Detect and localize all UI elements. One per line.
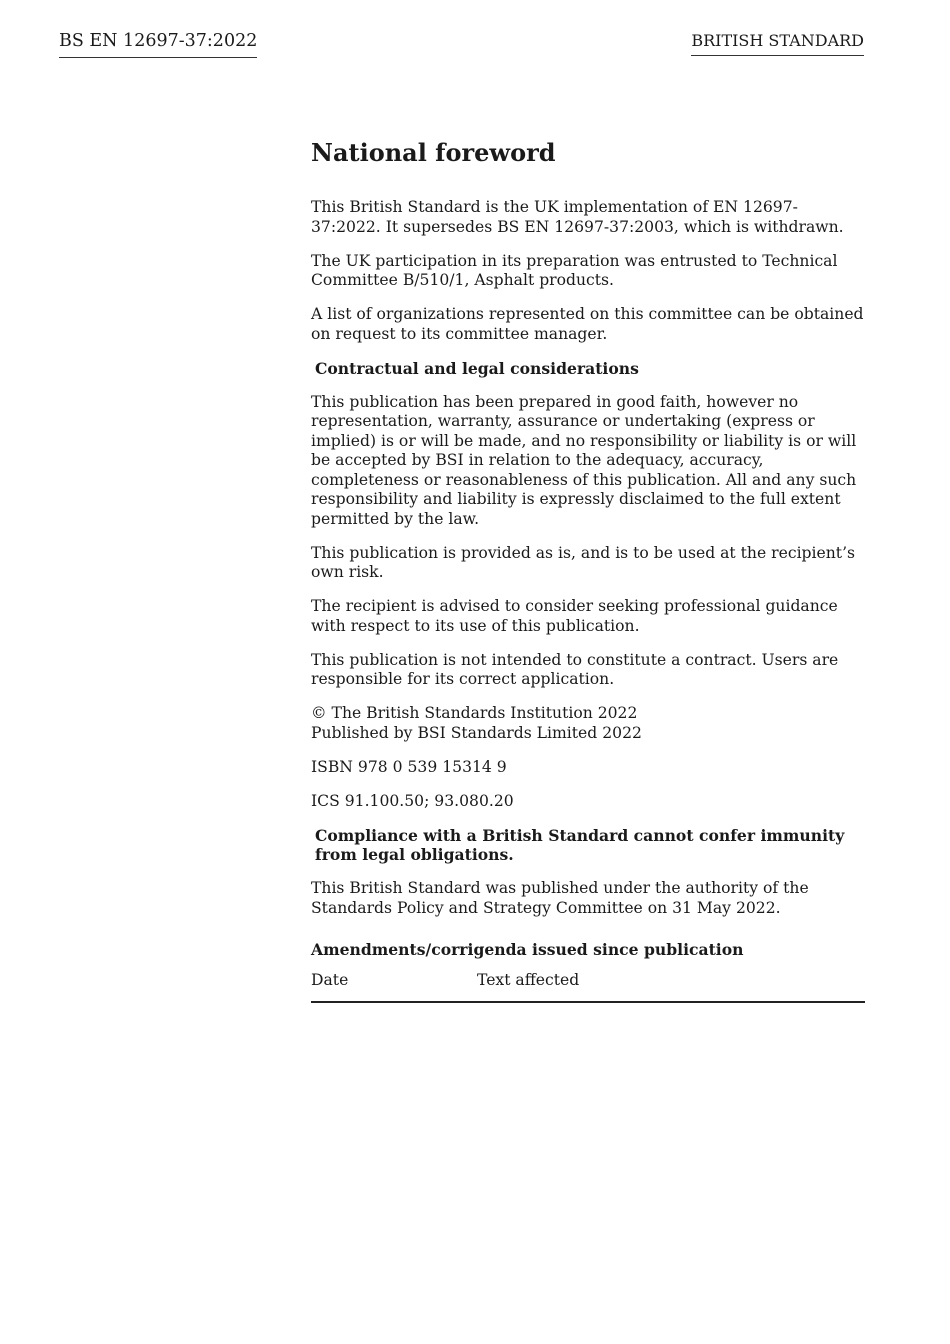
contractual-paragraph-2: This publication is provided as is, and is to be used at the recipient’s own risk.	[311, 543, 856, 581]
amendments-table-header	[311, 971, 865, 1004]
compliance-statement: Compliance with a British Standard cannot confer immunity from legal obligations.	[315, 825, 845, 864]
foreword-body	[311, 138, 865, 1003]
header-document-id: BS EN 12697-37:2022	[59, 31, 257, 58]
contractual-paragraph-3: The recipient is advised to consider seeking professional guidance with respect to its use of this publication.	[311, 597, 838, 635]
intro-paragraph-1: This British Standard is the UK implementation of EN 12697-37:2022. It supersedes BS EN 12697-37:2003, which is withdrawn.	[311, 198, 844, 236]
contractual-paragraph-1: This publication has been prepared in good faith, however no representation, warranty, assurance or undertaking (express or implied) is or will be made, and no responsibility or liability is or will be accepted by BSI in relation to the adequacy, accuracy, completeness or reasonableness of this publication. All and any such responsibility and liability is expressly disclaimed to the full extent permitted by the law.	[311, 392, 857, 528]
intro-paragraph-2: The UK participation in its preparation was entrusted to Technical Committee B/510/1, Asphalt products.	[311, 251, 838, 289]
amendments-title: Amendments/corrigenda issued since publication	[311, 940, 744, 959]
isbn: ISBN 978 0 539 15314 9	[311, 757, 507, 776]
contractual-paragraph-4: This publication is not intended to constitute a contract. Users are responsible for its correct application.	[311, 650, 839, 688]
authority-statement: This British Standard was published under the authority of the Standards Policy and Strategy Committee on 31 May 2022.	[311, 879, 809, 917]
intro-paragraph-3: A list of organizations represented on this committee can be obtained on request to its committee manager.	[311, 305, 864, 343]
amendments-col-date: Date	[311, 970, 349, 989]
page-title: National foreword	[311, 138, 556, 167]
copyright-block	[311, 704, 865, 743]
ics-codes: ICS 91.100.50; 93.080.20	[311, 791, 514, 810]
header-publisher: BRITISH STANDARD	[691, 31, 864, 56]
amendments-col-text: Text affected	[477, 970, 580, 989]
copyright-line: © The British Standards Institution 2022	[311, 704, 638, 722]
contractual-heading: Contractual and legal considerations	[315, 358, 639, 378]
published-line: Published by BSI Standards Limited 2022	[311, 723, 642, 742]
